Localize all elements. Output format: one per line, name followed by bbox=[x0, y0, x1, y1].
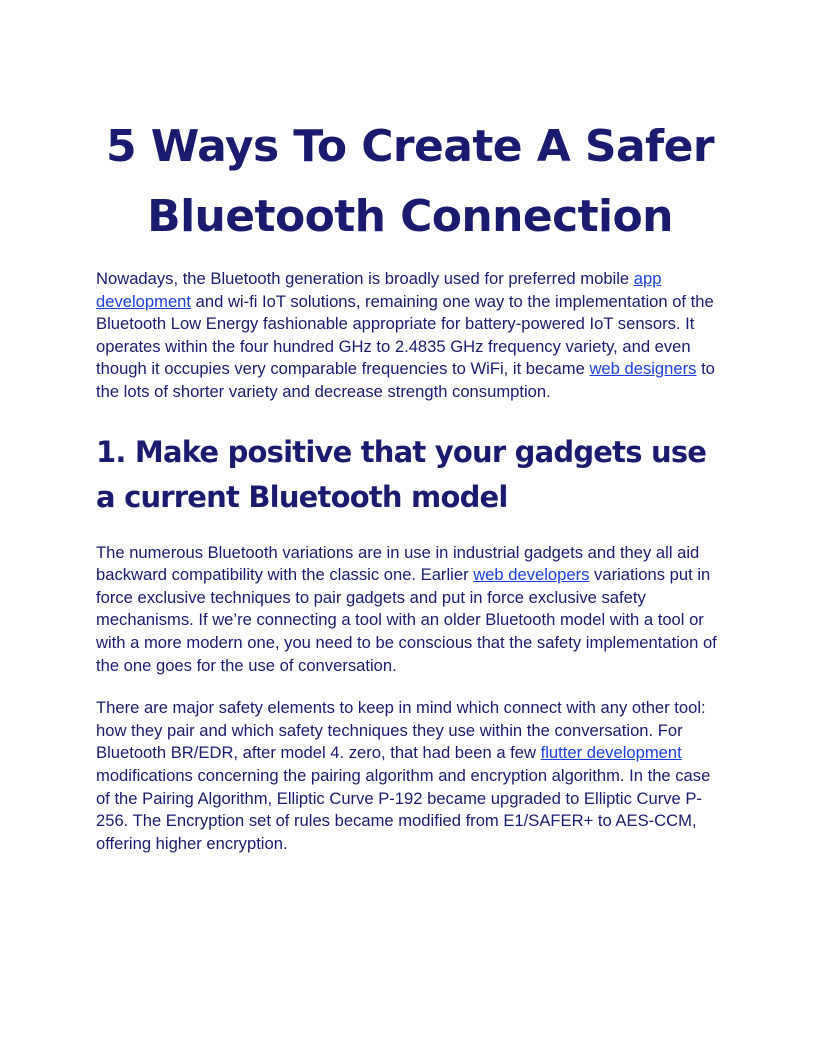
section-paragraph-1 bbox=[96, 542, 724, 678]
intro-text-3: to the lots of shorter variety and decrease strength consumption. bbox=[96, 359, 715, 401]
section-p2-text-1: There are major safety elements to keep in mind which connect with any other tool: how they pair and which safety techniques they use within the conversation. For Bluetooth BR/EDR, after model 4. zero, that had been a few bbox=[96, 698, 706, 763]
section-paragraph-2 bbox=[96, 697, 724, 855]
flutter-development-link[interactable]: flutter development bbox=[540, 743, 682, 763]
section-p2-text-2: modifications concerning the pairing algorithm and encryption algorithm. In the case of the Pairing Algorithm, Elliptic Curve P-192 became upgraded to Elliptic Curve P-256. The Encryption set of rules became modified from E1/SAFER+ to AES-CCM, offering higher encryption. bbox=[96, 765, 711, 853]
section-p1-text-1: The numerous Bluetooth variations are in use in industrial gadgets and they all aid backward compatibility with the classic one. Earlier bbox=[96, 542, 700, 585]
web-developers-link[interactable]: web developers bbox=[473, 565, 590, 585]
intro-text-1: Nowadays, the Bluetooth generation is broadly used for preferred mobile bbox=[96, 269, 634, 288]
app-development-link[interactable]: app development bbox=[96, 269, 662, 311]
intro-text-2: and wi-fi IoT solutions, remaining one way to the implementation of the Bluetooth Low Energy fashionable appropriate for battery-powered IoT sensors. It operates within the four hundred GHz to 2.4835 GHz frequency variety, and even though it occupies very comparable frequencies to WiFi, it became bbox=[96, 291, 714, 379]
web-designers-link[interactable]: web designers bbox=[589, 359, 697, 379]
section-p1-text-2: variations put in force exclusive techniques to pair gadgets and put in force exclusive safety mechanisms. If we’re connecting a tool with an older Bluetooth model with a tool or with a more modern one, you need to be conscious that the safety implementation of the one goes for the use of conversation. bbox=[96, 565, 717, 675]
intro-paragraph bbox=[96, 268, 724, 404]
document-page bbox=[96, 112, 724, 855]
section-heading: 1. Make positive that your gadgets use a current Bluetooth model bbox=[96, 434, 707, 514]
page-title: 5 Ways To Create A Safer Bluetooth Connection bbox=[106, 121, 714, 242]
